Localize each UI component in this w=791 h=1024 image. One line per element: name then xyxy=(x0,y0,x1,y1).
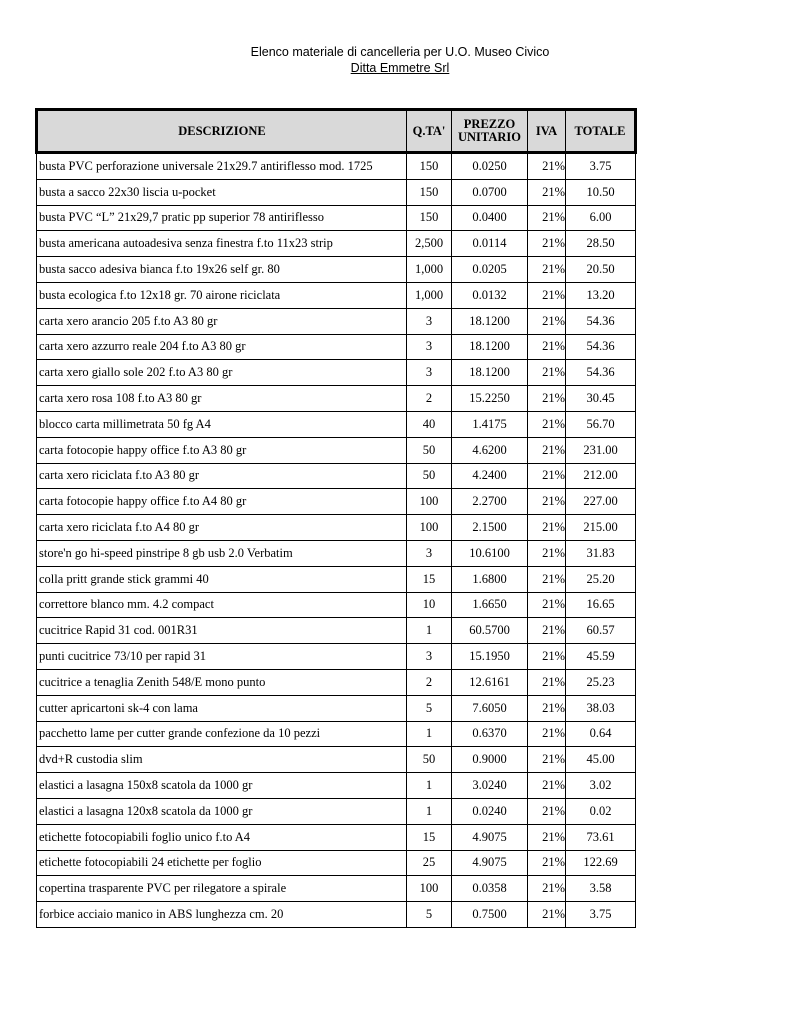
cell-totale: 45.00 xyxy=(566,747,636,773)
document-title: Elenco materiale di cancelleria per U.O. Museo Civico xyxy=(250,45,550,59)
cell-descrizione: busta PVC “L” 21x29,7 pratic pp superior 78 antiriflesso xyxy=(37,205,407,231)
table-row xyxy=(37,618,636,644)
cell-prezzo-unitario: 7.6050 xyxy=(452,695,528,721)
cell-prezzo-unitario: 0.0132 xyxy=(452,282,528,308)
cell-qta: 1,000 xyxy=(407,282,452,308)
cell-qta: 15 xyxy=(407,566,452,592)
table-row xyxy=(37,360,636,386)
cell-descrizione: dvd+R custodia slim xyxy=(37,747,407,773)
table-row xyxy=(37,902,636,928)
table-row xyxy=(37,747,636,773)
cell-iva: 21% xyxy=(528,463,566,489)
cell-descrizione: colla pritt grande stick grammi 40 xyxy=(37,566,407,592)
table-row xyxy=(37,308,636,334)
cell-descrizione: carta xero riciclata f.to A3 80 gr xyxy=(37,463,407,489)
cell-qta: 1 xyxy=(407,773,452,799)
cell-qta: 3 xyxy=(407,360,452,386)
cell-totale: 54.36 xyxy=(566,334,636,360)
cell-totale: 3.02 xyxy=(566,773,636,799)
cell-totale: 215.00 xyxy=(566,515,636,541)
cell-prezzo-unitario: 0.0700 xyxy=(452,179,528,205)
cell-prezzo-unitario: 0.0250 xyxy=(452,153,528,180)
table-row xyxy=(37,153,636,180)
cell-iva: 21% xyxy=(528,411,566,437)
cell-totale: 16.65 xyxy=(566,592,636,618)
cell-iva: 21% xyxy=(528,308,566,334)
cell-descrizione: carta fotocopie happy office f.to A4 80 gr xyxy=(37,489,407,515)
cell-iva: 21% xyxy=(528,747,566,773)
cell-iva: 21% xyxy=(528,437,566,463)
cell-iva: 21% xyxy=(528,334,566,360)
cell-descrizione: busta PVC perforazione universale 21x29.7 antiriflesso mod. 1725 xyxy=(37,153,407,180)
cell-totale: 25.20 xyxy=(566,566,636,592)
cell-descrizione: busta ecologica f.to 12x18 gr. 70 airone riciclata xyxy=(37,282,407,308)
cell-qta: 3 xyxy=(407,540,452,566)
cell-descrizione: carta xero giallo sole 202 f.to A3 80 gr xyxy=(37,360,407,386)
cell-iva: 21% xyxy=(528,179,566,205)
cell-iva: 21% xyxy=(528,618,566,644)
cell-totale: 56.70 xyxy=(566,411,636,437)
cell-totale: 31.83 xyxy=(566,540,636,566)
cell-totale: 20.50 xyxy=(566,257,636,283)
cell-qta: 40 xyxy=(407,411,452,437)
cell-iva: 21% xyxy=(528,876,566,902)
cell-totale: 13.20 xyxy=(566,282,636,308)
cell-iva: 21% xyxy=(528,540,566,566)
cell-iva: 21% xyxy=(528,360,566,386)
cell-iva: 21% xyxy=(528,489,566,515)
cell-descrizione: correttore blanco mm. 4.2 compact xyxy=(37,592,407,618)
cell-prezzo-unitario: 1.6650 xyxy=(452,592,528,618)
cell-prezzo-unitario: 4.9075 xyxy=(452,850,528,876)
cell-qta: 1 xyxy=(407,721,452,747)
table-header xyxy=(37,110,636,153)
cell-qta: 50 xyxy=(407,463,452,489)
cell-prezzo-unitario: 0.6370 xyxy=(452,721,528,747)
table-row xyxy=(37,798,636,824)
cell-iva: 21% xyxy=(528,695,566,721)
materials-table xyxy=(35,108,637,928)
cell-qta: 150 xyxy=(407,153,452,180)
cell-totale: 45.59 xyxy=(566,644,636,670)
cell-totale: 0.64 xyxy=(566,721,636,747)
cell-descrizione: copertina trasparente PVC per rilegatore a spirale xyxy=(37,876,407,902)
cell-totale: 10.50 xyxy=(566,179,636,205)
cell-iva: 21% xyxy=(528,592,566,618)
cell-prezzo-unitario: 2.1500 xyxy=(452,515,528,541)
cell-descrizione: cucitrice a tenaglia Zenith 548/E mono punto xyxy=(37,669,407,695)
cell-qta: 1 xyxy=(407,618,452,644)
supplier-name: Ditta Emmetre Srl xyxy=(350,61,450,75)
cell-descrizione: busta americana autoadesiva senza finestra f.to 11x23 strip xyxy=(37,231,407,257)
cell-iva: 21% xyxy=(528,824,566,850)
cell-totale: 30.45 xyxy=(566,386,636,412)
cell-iva: 21% xyxy=(528,798,566,824)
cell-totale: 25.23 xyxy=(566,669,636,695)
cell-iva: 21% xyxy=(528,669,566,695)
cell-descrizione: busta sacco adesiva bianca f.to 19x26 self gr. 80 xyxy=(37,257,407,283)
cell-iva: 21% xyxy=(528,721,566,747)
cell-iva: 21% xyxy=(528,282,566,308)
cell-qta: 150 xyxy=(407,179,452,205)
cell-prezzo-unitario: 0.0114 xyxy=(452,231,528,257)
cell-descrizione: carta fotocopie happy office f.to A3 80 gr xyxy=(37,437,407,463)
cell-qta: 50 xyxy=(407,437,452,463)
cell-totale: 3.75 xyxy=(566,153,636,180)
cell-totale: 28.50 xyxy=(566,231,636,257)
column-header-iva: IVA xyxy=(528,110,566,153)
cell-totale: 3.75 xyxy=(566,902,636,928)
cell-prezzo-unitario: 0.7500 xyxy=(452,902,528,928)
table-row xyxy=(37,876,636,902)
table-row xyxy=(37,179,636,205)
table-body xyxy=(37,153,636,928)
table-row xyxy=(37,540,636,566)
cell-descrizione: carta xero riciclata f.to A4 80 gr xyxy=(37,515,407,541)
cell-iva: 21% xyxy=(528,902,566,928)
cell-prezzo-unitario: 4.2400 xyxy=(452,463,528,489)
cell-qta: 3 xyxy=(407,644,452,670)
cell-qta: 2 xyxy=(407,386,452,412)
cell-prezzo-unitario: 60.5700 xyxy=(452,618,528,644)
column-header-descrizione: DESCRIZIONE xyxy=(37,110,407,153)
table-row xyxy=(37,205,636,231)
cell-totale: 122.69 xyxy=(566,850,636,876)
cell-prezzo-unitario: 18.1200 xyxy=(452,308,528,334)
cell-qta: 15 xyxy=(407,824,452,850)
cell-prezzo-unitario: 15.1950 xyxy=(452,644,528,670)
cell-iva: 21% xyxy=(528,386,566,412)
table-row xyxy=(37,489,636,515)
cell-prezzo-unitario: 4.9075 xyxy=(452,824,528,850)
table-row xyxy=(37,566,636,592)
cell-prezzo-unitario: 1.4175 xyxy=(452,411,528,437)
cell-descrizione: punti cucitrice 73/10 per rapid 31 xyxy=(37,644,407,670)
table-row xyxy=(37,669,636,695)
cell-totale: 54.36 xyxy=(566,360,636,386)
cell-prezzo-unitario: 15.2250 xyxy=(452,386,528,412)
table-row xyxy=(37,282,636,308)
column-header-prezzo-line2: UNITARIO xyxy=(458,130,521,144)
cell-qta: 2,500 xyxy=(407,231,452,257)
cell-descrizione: etichette fotocopiabili 24 etichette per foglio xyxy=(37,850,407,876)
cell-totale: 227.00 xyxy=(566,489,636,515)
cell-iva: 21% xyxy=(528,515,566,541)
table-row xyxy=(37,721,636,747)
cell-prezzo-unitario: 10.6100 xyxy=(452,540,528,566)
cell-totale: 3.58 xyxy=(566,876,636,902)
cell-descrizione: carta xero arancio 205 f.to A3 80 gr xyxy=(37,308,407,334)
cell-descrizione: forbice acciaio manico in ABS lunghezza cm. 20 xyxy=(37,902,407,928)
cell-prezzo-unitario: 0.0240 xyxy=(452,798,528,824)
table-row xyxy=(37,592,636,618)
cell-descrizione: cutter apricartoni sk-4 con lama xyxy=(37,695,407,721)
cell-descrizione: elastici a lasagna 120x8 scatola da 1000 gr xyxy=(37,798,407,824)
table-row xyxy=(37,231,636,257)
cell-descrizione: cucitrice Rapid 31 cod. 001R31 xyxy=(37,618,407,644)
column-header-totale: TOTALE xyxy=(566,110,636,153)
table-row xyxy=(37,411,636,437)
cell-totale: 60.57 xyxy=(566,618,636,644)
cell-descrizione: carta xero rosa 108 f.to A3 80 gr xyxy=(37,386,407,412)
document-subtitle xyxy=(0,60,791,76)
column-header-prezzo-unitario xyxy=(452,110,528,153)
cell-prezzo-unitario: 2.2700 xyxy=(452,489,528,515)
cell-prezzo-unitario: 12.6161 xyxy=(452,669,528,695)
cell-totale: 54.36 xyxy=(566,308,636,334)
table-row xyxy=(37,386,636,412)
cell-iva: 21% xyxy=(528,850,566,876)
table-row xyxy=(37,644,636,670)
table-row xyxy=(37,515,636,541)
cell-prezzo-unitario: 0.0205 xyxy=(452,257,528,283)
cell-qta: 5 xyxy=(407,902,452,928)
cell-qta: 50 xyxy=(407,747,452,773)
cell-prezzo-unitario: 18.1200 xyxy=(452,360,528,386)
cell-qta: 1 xyxy=(407,798,452,824)
cell-qta: 25 xyxy=(407,850,452,876)
cell-descrizione: busta a sacco 22x30 liscia u-pocket xyxy=(37,179,407,205)
table-row xyxy=(37,824,636,850)
column-header-qta: Q.TA' xyxy=(407,110,452,153)
cell-iva: 21% xyxy=(528,566,566,592)
table-row xyxy=(37,334,636,360)
cell-totale: 231.00 xyxy=(566,437,636,463)
cell-descrizione: elastici a lasagna 150x8 scatola da 1000 gr xyxy=(37,773,407,799)
cell-qta: 3 xyxy=(407,308,452,334)
table-row xyxy=(37,257,636,283)
cell-qta: 100 xyxy=(407,876,452,902)
cell-totale: 38.03 xyxy=(566,695,636,721)
cell-prezzo-unitario: 18.1200 xyxy=(452,334,528,360)
cell-totale: 6.00 xyxy=(566,205,636,231)
cell-qta: 5 xyxy=(407,695,452,721)
cell-qta: 10 xyxy=(407,592,452,618)
table-row xyxy=(37,463,636,489)
table-row xyxy=(37,437,636,463)
cell-prezzo-unitario: 0.9000 xyxy=(452,747,528,773)
column-header-prezzo-line1: PREZZO xyxy=(463,117,516,131)
cell-descrizione: etichette fotocopiabili foglio unico f.to A4 xyxy=(37,824,407,850)
cell-prezzo-unitario: 4.6200 xyxy=(452,437,528,463)
cell-qta: 150 xyxy=(407,205,452,231)
cell-qta: 1,000 xyxy=(407,257,452,283)
table-row xyxy=(37,695,636,721)
cell-iva: 21% xyxy=(528,257,566,283)
cell-iva: 21% xyxy=(528,773,566,799)
cell-qta: 100 xyxy=(407,515,452,541)
table-row xyxy=(37,773,636,799)
cell-prezzo-unitario: 0.0358 xyxy=(452,876,528,902)
cell-iva: 21% xyxy=(528,231,566,257)
cell-iva: 21% xyxy=(528,644,566,670)
cell-descrizione: store'n go hi-speed pinstripe 8 gb usb 2.0 Verbatim xyxy=(37,540,407,566)
cell-descrizione: carta xero azzurro reale 204 f.to A3 80 gr xyxy=(37,334,407,360)
cell-qta: 3 xyxy=(407,334,452,360)
cell-descrizione: pacchetto lame per cutter grande confezione da 10 pezzi xyxy=(37,721,407,747)
cell-totale: 0.02 xyxy=(566,798,636,824)
table-row xyxy=(37,850,636,876)
cell-prezzo-unitario: 0.0400 xyxy=(452,205,528,231)
cell-iva: 21% xyxy=(528,153,566,180)
cell-totale: 73.61 xyxy=(566,824,636,850)
cell-iva: 21% xyxy=(528,205,566,231)
cell-qta: 2 xyxy=(407,669,452,695)
cell-prezzo-unitario: 1.6800 xyxy=(452,566,528,592)
cell-totale: 212.00 xyxy=(566,463,636,489)
cell-descrizione: blocco carta millimetrata 50 fg A4 xyxy=(37,411,407,437)
cell-qta: 100 xyxy=(407,489,452,515)
cell-prezzo-unitario: 3.0240 xyxy=(452,773,528,799)
